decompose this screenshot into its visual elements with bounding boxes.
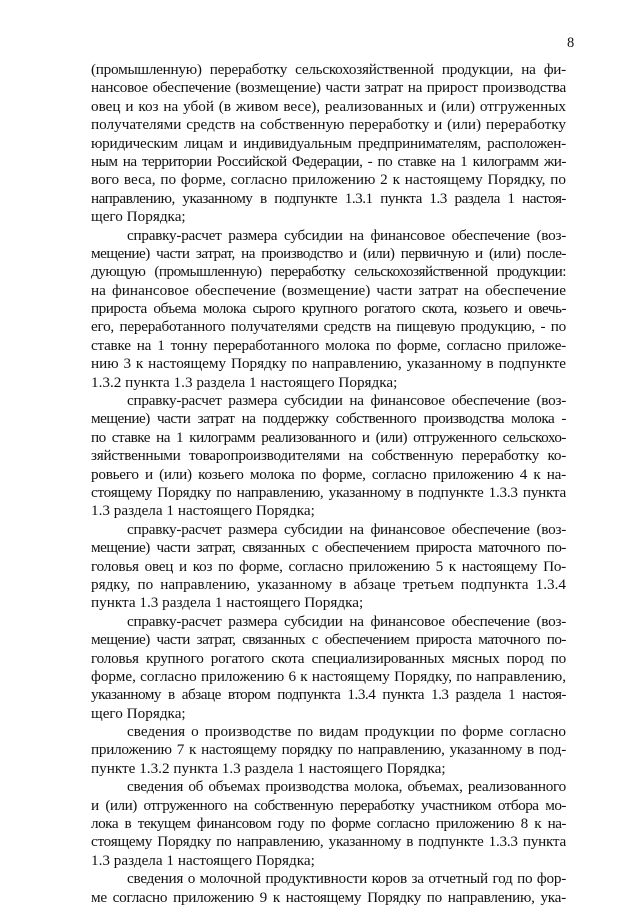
text-line: получателями средств на собственную переработку и (или) переработку [91, 116, 566, 134]
text-line: мещение) части затрат, связанных с обеспечением прироста маточного по- [91, 539, 566, 557]
text-line: нию 3 к настоящему Порядку по направлению, указанному в подпункте [91, 355, 566, 373]
text-line: 1.3.2 пункта 1.3 раздела 1 настоящего Порядка; [91, 373, 398, 391]
paragraph-8 [91, 870, 566, 907]
text-line: нансовое обеспечение (возмещение) части затрат на прирост производства [91, 79, 566, 97]
text-line: сведения об объемах производства молока, объемах, реализованного [127, 778, 566, 796]
text-line: ставке на 1 тонну переработанного молока по форме, согласно приложе- [91, 336, 566, 354]
text-line: (промышленную) переработку сельскохозяйственной продукции, на фи- [91, 61, 566, 78]
text-line: и (или) отгруженного на собственную переработку участником отбора мо- [91, 796, 566, 814]
text-line: пункта 1.3 раздела 1 настоящего Порядка; [91, 594, 364, 612]
paragraph-3 [91, 392, 566, 521]
text-line: форме, согласно приложению 6 к настоящему Порядку, по направлению, [91, 667, 566, 685]
text-line: зяйственными товаропроизводителями на собственную переработку ко- [91, 447, 566, 465]
text-line: его, переработанного получателями средств на пищевую продукцию, - по [91, 318, 566, 336]
text-line: 1.3 раздела 1 настоящего Порядка; [91, 502, 315, 520]
text-line: рядку, по направлению, указанному в абзаце третьем подпункта 1.3.4 [91, 575, 566, 593]
paragraph-1 [91, 61, 566, 227]
paragraph-2 [91, 227, 566, 393]
text-line: мещение) части затрат на поддержку собственного производства молока - [91, 410, 566, 428]
text-line: указанному в абзаце втором подпункта 1.3.4 пункта 1.3 раздела 1 настоя- [91, 686, 566, 704]
text-line: головья крупного рогатого скота специализированных мясных пород по [91, 649, 566, 667]
text-line: щего Порядка; [91, 208, 186, 226]
paragraph-7 [91, 778, 566, 870]
paragraph-4 [91, 521, 566, 613]
text-line: стоящему Порядку по направлению, указанному в подпункте 1.3.3 пункта [91, 483, 566, 501]
text-line: справку-расчет размера субсидии на финансовое обеспечение (воз- [127, 226, 566, 244]
text-line: дующую (промышленную) переработку сельскохозяйственной продукции: [91, 263, 566, 281]
text-line: сведения о молочной продуктивности коров за отчетный год по фор- [127, 870, 566, 888]
page-number: 8 [567, 35, 575, 51]
text-line: вого веса, по форме, согласно приложению 2 к настоящему Порядку, по [91, 171, 566, 189]
text-line: юридическим лицам и индивидуальным предпринимателям, расположен- [91, 134, 566, 152]
text-line: пункте 1.3.2 пункта 1.3 раздела 1 настоящего Порядка; [91, 759, 446, 777]
text-line: прироста объема молока сырого крупного рогатого скота, козьего и овечь- [91, 300, 566, 318]
text-line: направлению, указанному в подпункте 1.3.1 пункта 1.3 раздела 1 настоя- [91, 189, 566, 207]
text-line: головья овец и коз по форме, согласно приложению 5 к настоящему По- [91, 557, 566, 575]
text-line: мещение) части затрат, связанных с обеспечением прироста маточного по- [91, 631, 566, 649]
text-line: ным на территории Российской Федерации, - по ставке на 1 килограмм жи- [91, 152, 566, 170]
text-line: лока в текущем финансовом году по форме согласно приложению 8 к на- [91, 815, 566, 833]
text-line: 1.3 раздела 1 настоящего Порядка; [91, 851, 315, 869]
text-line: приложению 7 к настоящему порядку по направлению, указанному в под- [91, 741, 566, 759]
text-line: сведения о производстве по видам продукции по форме согласно [127, 723, 566, 741]
text-line: ме согласно приложению 9 к настоящему Порядку по направлению, ука- [91, 888, 566, 906]
text-line: справку-расчет размера субсидии на финансовое обеспечение (воз- [127, 392, 566, 410]
text-line: овец и коз на убой (в живом весе), реализованных и (или) отгруженных [91, 97, 566, 115]
text-line: мещение) части затрат, на производство и (или) первичную и (или) после- [91, 244, 566, 262]
text-line: справку-расчет размера субсидии на финансовое обеспечение (воз- [127, 612, 566, 630]
text-line: ровьего и (или) козьего молока по форме, согласно приложению 4 к на- [91, 465, 566, 483]
text-line: по ставке на 1 килограмм реализованного и (или) отгруженного сельскохо- [91, 428, 566, 446]
text-line: на финансовое обеспечение (возмещение) части затрат на обеспечение [91, 281, 566, 299]
paragraph-5 [91, 613, 566, 723]
text-line: справку-расчет размера субсидии на финансовое обеспечение (воз- [127, 520, 566, 538]
text-line: щего Порядка; [91, 704, 186, 722]
text-line: стоящему Порядку по направлению, указанному в подпункте 1.3.3 пункта [91, 833, 566, 851]
paragraph-6 [91, 723, 566, 778]
document-body [91, 61, 566, 907]
